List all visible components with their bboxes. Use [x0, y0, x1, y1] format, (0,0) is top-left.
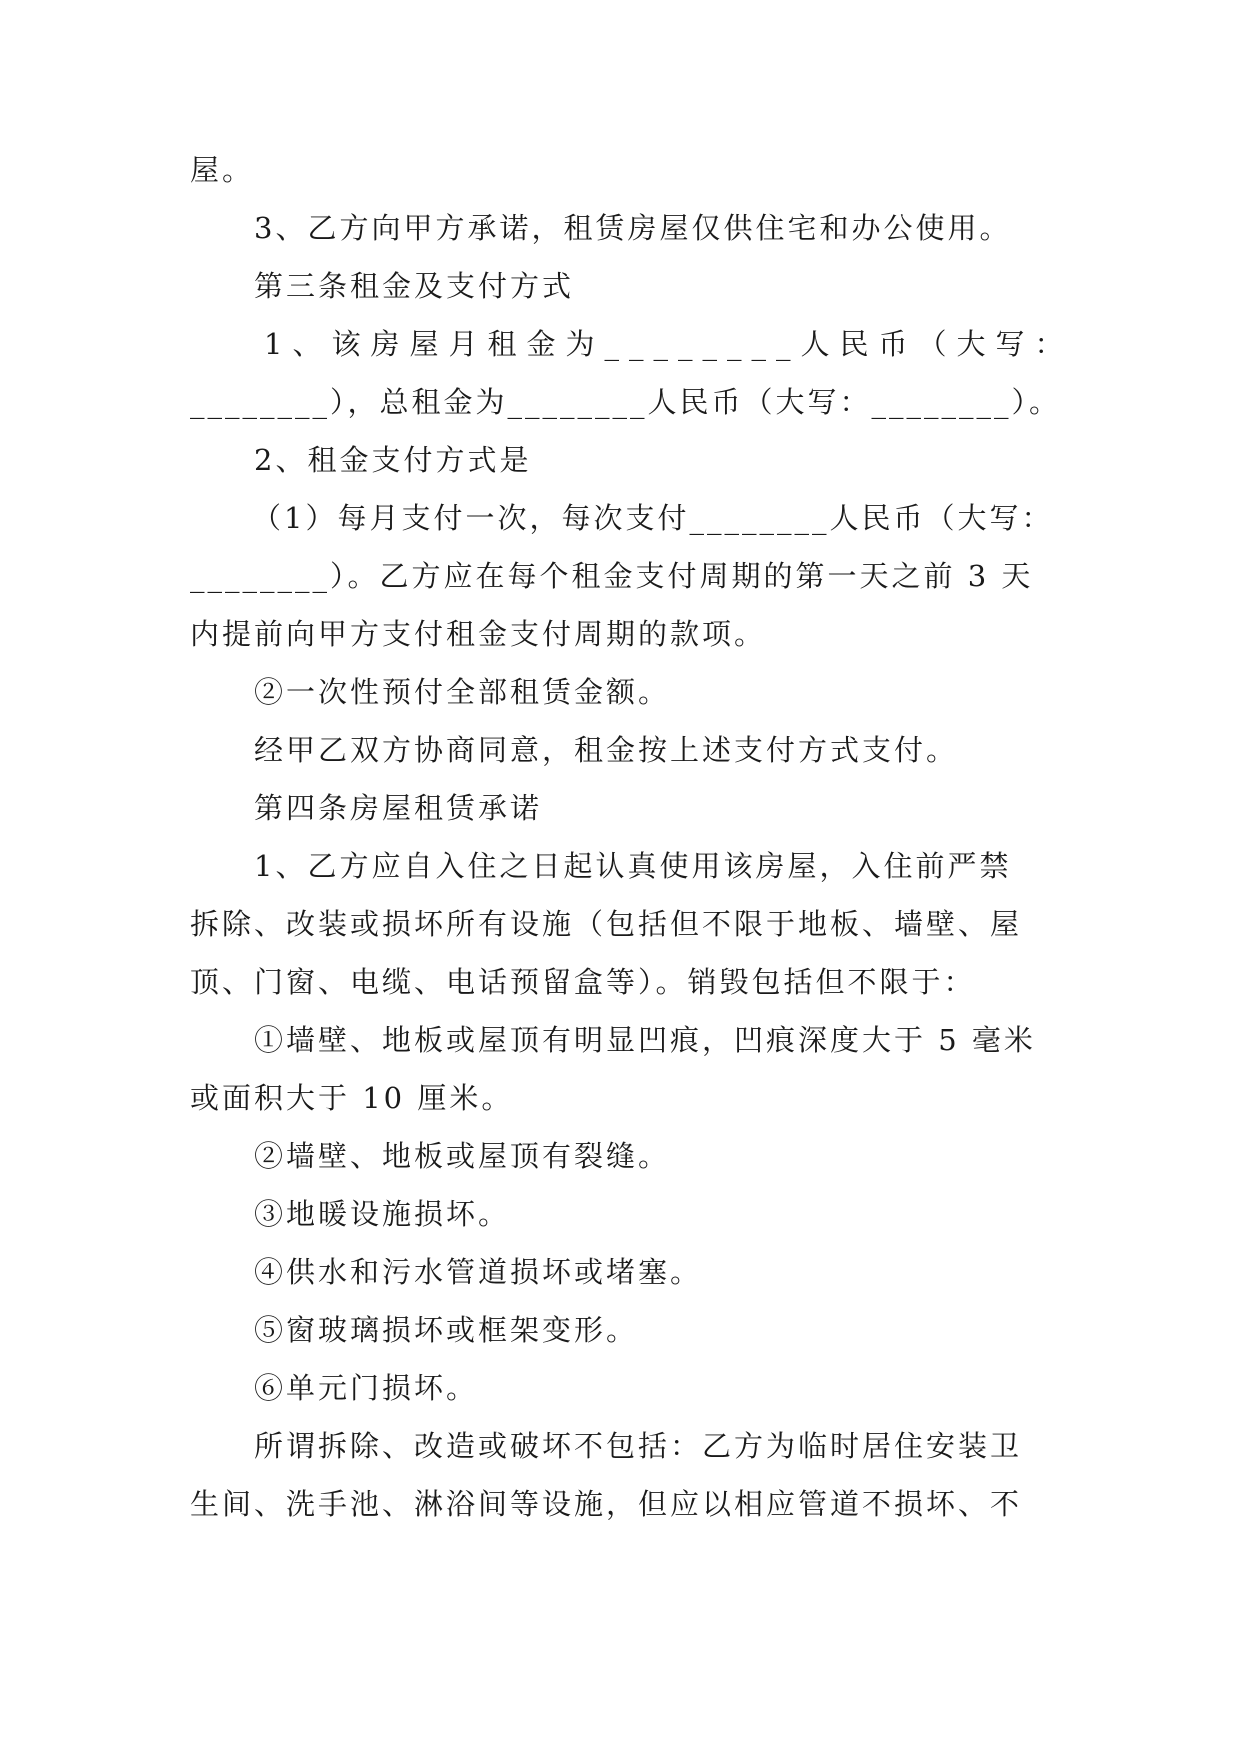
text-line: ①墙壁、地板或屋顶有明显凹痕，凹痕深度大于 5 毫米	[254, 1023, 1036, 1057]
text-line: ________），总租金为________人民币（大写：________）。	[190, 385, 1062, 419]
text-line: 或面积大于 10 厘米。	[190, 1081, 514, 1115]
text-line: 经甲乙双方协商同意，租金按上述支付方式支付。	[254, 733, 959, 767]
text-line: ④供水和污水管道损坏或堵塞。	[254, 1255, 703, 1289]
text-line: ②墙壁、地板或屋顶有裂缝。	[254, 1139, 671, 1173]
text-line: 1、该房屋月租金为________人民币（大写：	[264, 327, 1074, 361]
text-line: ________）。乙方应在每个租金支付周期的第一天之前 3 天	[190, 559, 1034, 593]
text-line: 屋。	[190, 153, 255, 187]
text-line: 内提前向甲方支付租金支付周期的款项。	[190, 617, 767, 651]
text-line: ⑤窗玻璃损坏或框架变形。	[254, 1313, 639, 1347]
text-line: （1）每月支付一次，每次支付________人民币（大写：	[252, 501, 1054, 535]
text-line: ③地暖设施损坏。	[254, 1197, 511, 1231]
text-line: 2、租金支付方式是	[254, 443, 532, 477]
text-line: 所谓拆除、改造或破坏不包括：乙方为临时居住安装卫	[254, 1429, 1023, 1463]
text-line: 生间、洗手池、淋浴间等设施，但应以相应管道不损坏、不	[190, 1487, 1023, 1521]
text-line: 拆除、改装或损坏所有设施（包括但不限于地板、墙壁、屋	[190, 907, 1023, 941]
text-line: 3、乙方向甲方承诺，租赁房屋仅供住宅和办公使用。	[254, 211, 1012, 245]
text-line: 1、乙方应自入住之日起认真使用该房屋，入住前严禁	[254, 849, 1012, 883]
text-line: ⑥单元门损坏。	[254, 1371, 479, 1405]
text-line: ②一次性预付全部租赁金额。	[254, 675, 671, 709]
section-heading: 第三条租金及支付方式	[254, 269, 575, 303]
text-line: 顶、门窗、电缆、电话预留盒等）。销毁包括但不限于：	[190, 965, 976, 999]
section-heading: 第四条房屋租赁承诺	[254, 791, 543, 825]
